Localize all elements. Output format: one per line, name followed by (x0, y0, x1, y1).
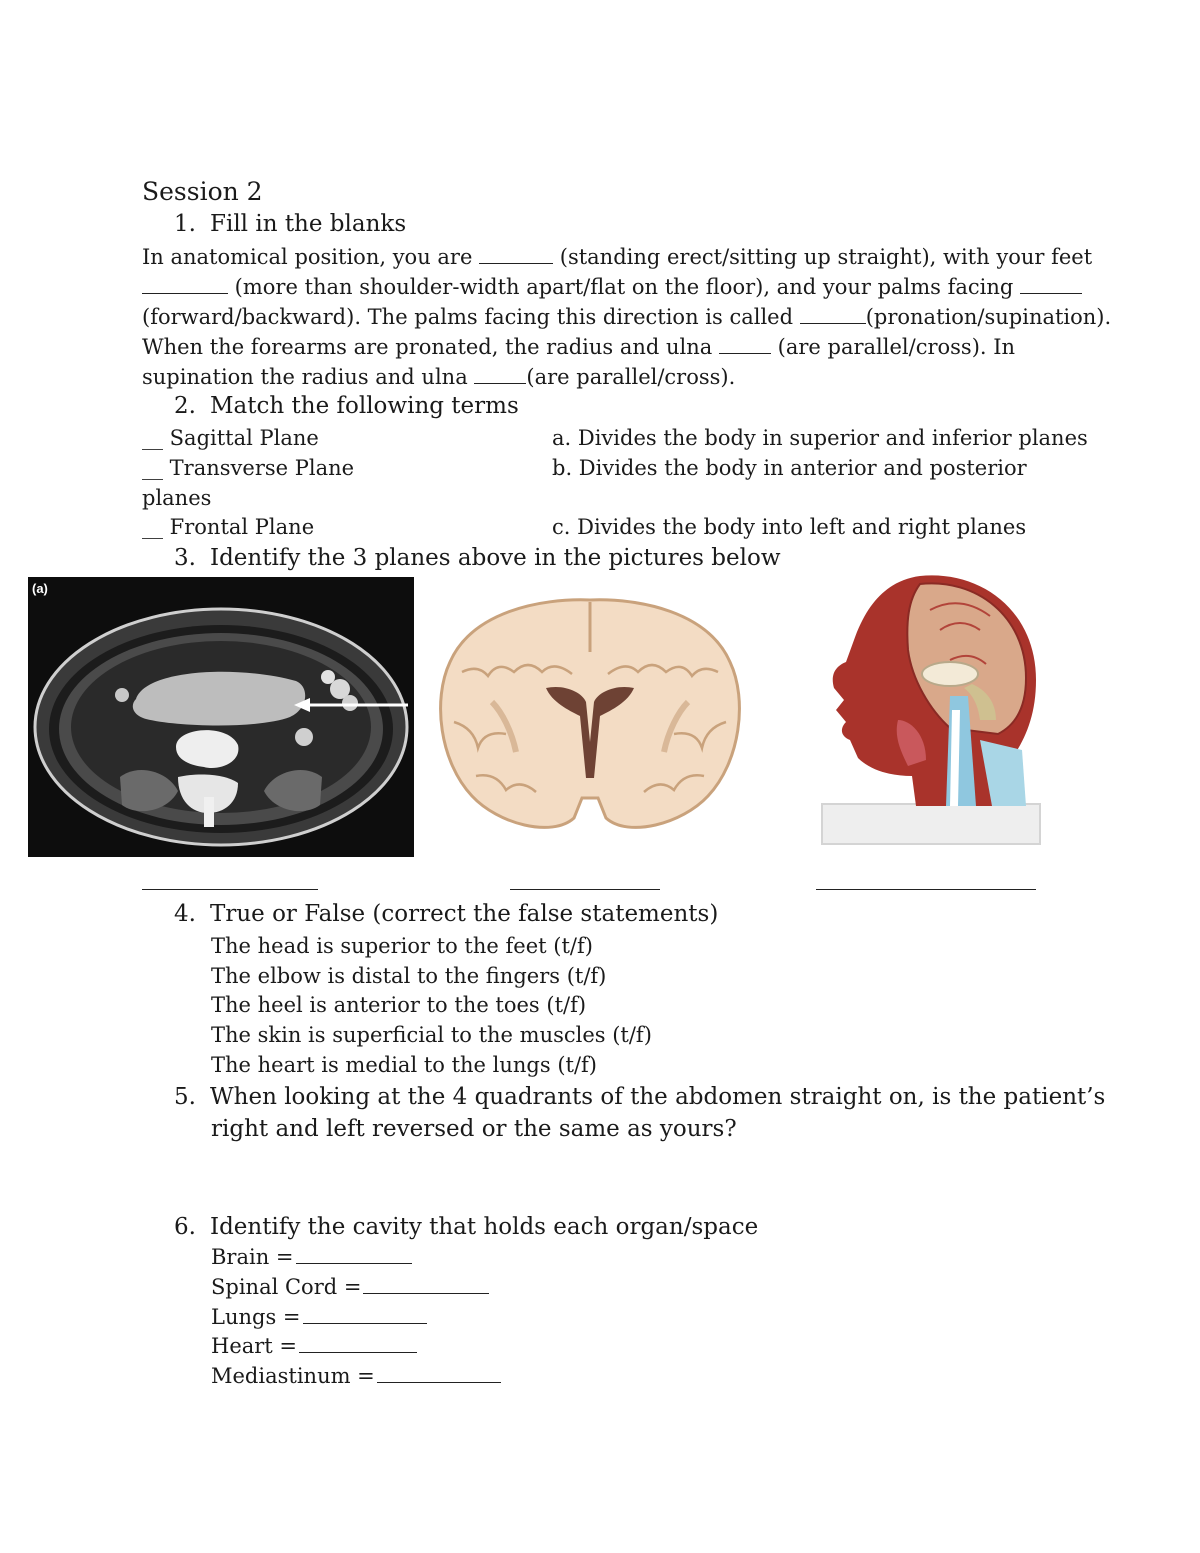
cavity-item-lungs (211, 1302, 427, 1332)
q6-heading (174, 1211, 758, 1243)
match-def-a: a. Divides the body in superior and inferior planes (552, 426, 1088, 450)
q1-line-4 (142, 332, 1015, 362)
q1-line-3-text-b: (pronation/supination). (865, 305, 1112, 329)
q1-line-1 (142, 242, 1092, 272)
cavity-blank-brain[interactable] (296, 1243, 412, 1264)
match-def-c: c. Divides the body into left and right planes (552, 515, 1027, 539)
q5-number: 5. (174, 1084, 196, 1110)
coronal-brain-image (432, 592, 748, 852)
q4-number: 4. (174, 901, 196, 927)
q2-heading-text: Match the following terms (210, 393, 519, 419)
q5-line-2: right and left reversed or the same as yours? (211, 1116, 737, 1142)
match-def-b: b. Divides the body in anterior and posterior (552, 456, 1027, 480)
cavity-item-heart (211, 1331, 417, 1361)
q1-line-2 (142, 272, 1082, 302)
answer-line-brain[interactable] (510, 889, 660, 890)
q3-number: 3. (174, 545, 196, 571)
blank-standing[interactable] (479, 243, 553, 264)
q1-heading-text: Fill in the blanks (210, 211, 407, 237)
answer-line-ct[interactable] (142, 889, 318, 890)
q1-line-4-text-b: (are parallel/cross). In (771, 335, 1016, 359)
q1-line-5 (142, 362, 735, 392)
tf-item-2: The elbow is distal to the fingers (t/f) (211, 964, 607, 988)
q3-heading (174, 542, 781, 574)
q1-line-3-text-a: (forward/backward). The palms facing this direction is called (142, 305, 800, 329)
q1-line-1-text-b: (standing erect/sitting up straight), with your feet (553, 245, 1093, 269)
match-def-b-wrap: planes (142, 486, 212, 510)
q1-line-3 (142, 302, 1111, 332)
cavity-item-mediastinum (211, 1361, 501, 1391)
tf-item-5: The heart is medial to the lungs (t/f) (211, 1053, 597, 1077)
cavity-item-spinal-cord (211, 1272, 489, 1302)
q6-heading-text: Identify the cavity that holds each organ/space (210, 1214, 759, 1240)
match-term-frontal: __ Frontal Plane (142, 515, 315, 539)
q1-heading (174, 208, 406, 240)
cavity-label-mediastinum: Mediastinum = (211, 1364, 375, 1388)
cavity-blank-heart[interactable] (299, 1332, 417, 1353)
ct-scan-image (28, 577, 414, 857)
q1-line-5-text-a: supination the radius and ulna (142, 365, 475, 389)
cavity-label-brain: Brain = (211, 1245, 294, 1269)
q5-line-1 (174, 1081, 1105, 1113)
cavity-item-brain (211, 1242, 412, 1272)
q2-heading (174, 390, 519, 422)
blank-pronation[interactable] (800, 303, 866, 324)
blank-palms[interactable] (1020, 273, 1082, 294)
match-term-sagittal: __ Sagittal Plane (142, 426, 319, 450)
cavity-blank-lungs[interactable] (303, 1303, 427, 1324)
sagittal-head-image (800, 570, 1062, 852)
ct-figure-label: (a) (32, 581, 48, 596)
q3-heading-text: Identify the 3 planes above in the pictures below (210, 545, 781, 571)
q4-heading (174, 898, 718, 930)
match-term-transverse: __ Transverse Plane (142, 456, 355, 480)
q1-line-2-text: (more than shoulder-width apart/flat on the floor), and your palms facing (228, 275, 1021, 299)
q5-line-1-text: When looking at the 4 quadrants of the abdomen straight on, is the patient’s (210, 1084, 1106, 1110)
q1-line-1-text-a: In anatomical position, you are (142, 245, 480, 269)
page-title: Session 2 (142, 177, 263, 206)
q4-heading-text: True or False (correct the false statements) (210, 901, 719, 927)
q6-number: 6. (174, 1214, 196, 1240)
tf-item-3: The heel is anterior to the toes (t/f) (211, 993, 587, 1017)
cavity-label-spinal-cord: Spinal Cord = (211, 1275, 362, 1299)
tf-item-4: The skin is superficial to the muscles (t/f) (211, 1023, 652, 1047)
blank-pronated[interactable] (719, 333, 771, 354)
q2-number: 2. (174, 393, 196, 419)
blank-feet[interactable] (142, 273, 228, 294)
answer-line-head[interactable] (816, 889, 1036, 890)
q1-line-5-text-b: (are parallel/cross). (526, 365, 736, 389)
cavity-label-lungs: Lungs = (211, 1305, 301, 1329)
q1-number: 1. (174, 211, 196, 237)
blank-supination[interactable] (474, 363, 526, 384)
tf-item-1: The head is superior to the feet (t/f) (211, 934, 593, 958)
cavity-label-heart: Heart = (211, 1334, 298, 1358)
cavity-blank-mediastinum[interactable] (377, 1362, 501, 1383)
q1-line-4-text-a: When the forearms are pronated, the radius and ulna (142, 335, 719, 359)
cavity-blank-spinal-cord[interactable] (363, 1273, 489, 1294)
